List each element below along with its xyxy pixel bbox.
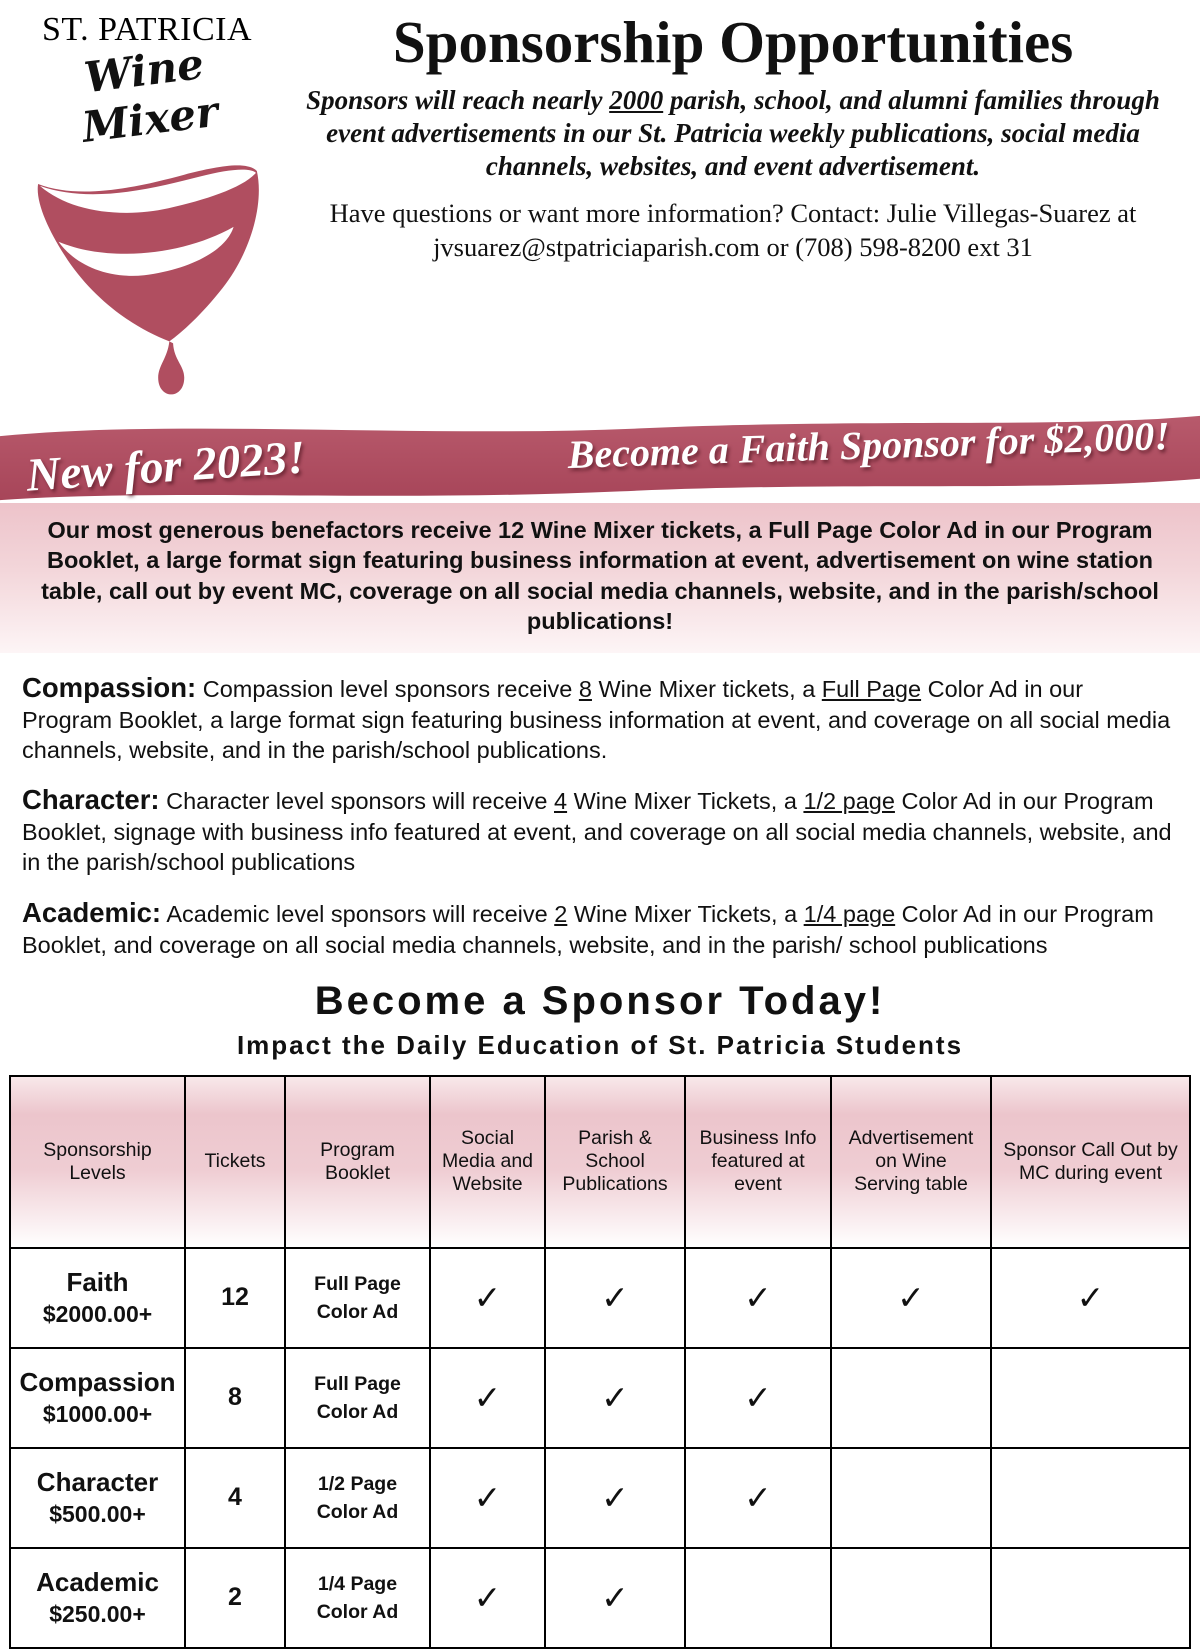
text-segment: Wine Mixer tickets, a [591,675,822,702]
logo-script-title: Wine Mixer [79,38,221,152]
check-cell [545,1448,685,1548]
wine-glass-logo [18,130,276,405]
text-segment: Character level sponsors will receive [159,788,554,815]
text-segment: Academic level sponsors will receive [161,901,555,928]
promo-banner [0,411,1200,503]
level-paragraph [22,896,1178,961]
faith-sponsor-description: Our most generous benefactors receive 12 Wine Mixer tickets, a Full Page Color Ad in our Program Booklet, a large format sign featuring business information at event, advertisement on wine station table, call out by event MC, coverage on all social media channels, website, and in the parish/school publications! [0,503,1200,653]
banner-rest-text: Become a Faith Sponsor for $2,000! [567,412,1171,477]
column-header: Program Booklet [285,1076,430,1248]
level-lead: Academic: [22,897,162,929]
check-icon: ✓ [601,1478,629,1518]
underlined-text: 2 [554,901,568,928]
contact-info: Have questions or want more information? Contact: Julie Villegas-Suarez at jvsuarez@stpatriciaparish.com or (708) 598-8200 ext 31 [329,197,1137,262]
booklet-cell [285,1548,430,1648]
check-icon: ✓ [601,1578,629,1618]
level-cell [10,1448,185,1548]
wine-glass-icon [29,130,265,400]
check-icon: ✓ [473,1578,502,1618]
level-lead: Compassion: [22,671,197,703]
table-header-row [10,1076,1190,1248]
check-cell [545,1548,685,1648]
check-icon: ✓ [601,1278,629,1318]
level-name: Academic [36,1567,159,1598]
level-cell [10,1348,185,1448]
booklet-line: Color Ad [316,1400,399,1423]
subtitle-post: parish, school, and alumni families through event advertisements in our St. Patricia weekly publications, social media channels, websites, and event advertisement. [326,84,1160,181]
empty-cell [831,1448,991,1548]
column-header: Advertisement on Wine Serving table [831,1076,991,1248]
check-cell [430,1248,545,1348]
empty-cell [991,1348,1190,1448]
column-header: Social Media and Website [430,1076,545,1248]
text-segment: Color Ad in our Program Booklet, and coverage on all social media channels, website, and in the parish/ school publications [22,901,1154,959]
check-cell [430,1348,545,1448]
subtitle [288,84,1178,183]
cta-title: Become a Sponsor Today! [314,978,886,1023]
check-cell [545,1248,685,1348]
logo-title: ST. PATRICIA [41,11,253,48]
text-segment: Compassion level sponsors receive [196,675,579,702]
table-row [10,1248,1190,1348]
check-cell [685,1448,831,1548]
empty-cell [685,1548,831,1648]
check-icon: ✓ [473,1478,502,1518]
tickets-cell: 2 [185,1548,285,1648]
level-price: $500.00+ [49,1501,146,1528]
subtitle-underlined: 2000 [609,84,664,115]
underlined-text: 8 [578,675,592,702]
underlined-text: 1/4 page [803,901,896,928]
check-cell [430,1448,545,1548]
booklet-line: Color Ad [316,1500,399,1523]
level-cell [10,1248,185,1348]
tickets-cell: 4 [185,1448,285,1548]
check-icon: ✓ [601,1378,629,1418]
empty-cell [991,1548,1190,1648]
level-lead: Character: [22,784,160,816]
text-segment: Wine Mixer Tickets, a [567,788,804,815]
column-header: Sponsorship Levels [10,1076,185,1248]
column-header: Tickets [185,1076,285,1248]
text-segment: Color Ad in our Program Booklet, signage with business info featured at event, and coverage on all social media channels, website, and in the parish/school publications [22,788,1172,876]
sponsorship-table [9,1075,1191,1649]
level-paragraph [22,671,1178,766]
booklet-line: Full Page [314,1272,401,1295]
booklet-line: Color Ad [316,1300,399,1323]
table-row [10,1448,1190,1548]
subtitle-pre: Sponsors will reach nearly [306,84,610,115]
level-name: Compassion [19,1367,176,1398]
empty-cell [831,1548,991,1648]
booklet-line: 1/2 Page [317,1472,398,1495]
table-body [10,1248,1190,1648]
level-paragraphs [0,653,1200,961]
check-icon: ✓ [744,1278,772,1318]
level-price: $2000.00+ [42,1301,153,1328]
table-row [10,1348,1190,1448]
flyer-header [0,0,1200,405]
table-row [10,1548,1190,1648]
column-header: Business Info featured at event [685,1076,831,1248]
check-cell [831,1248,991,1348]
level-price: $250.00+ [49,1601,146,1628]
text-segment: Wine Mixer Tickets, a [567,901,804,928]
check-cell [430,1548,545,1648]
check-icon: ✓ [897,1278,925,1318]
booklet-line: Color Ad [316,1600,399,1623]
check-cell [685,1248,831,1348]
check-icon: ✓ [473,1278,502,1318]
tickets-cell: 8 [185,1348,285,1448]
column-header: Parish & School Publications [545,1076,685,1248]
level-name: Faith [66,1267,129,1298]
empty-cell [991,1448,1190,1548]
underlined-text: Full Page [821,675,922,702]
booklet-line: Full Page [314,1372,401,1395]
level-name: Character [36,1467,159,1498]
level-cell [10,1548,185,1648]
check-cell [545,1348,685,1448]
cta-subtitle: Impact the Daily Education of St. Patricia Students [236,1029,964,1060]
check-cell [991,1248,1190,1348]
banner-lead-text: New for 2023! [24,431,308,502]
underlined-text: 4 [554,788,568,815]
booklet-cell [285,1448,430,1548]
header-text-block [276,9,1182,405]
column-header: Sponsor Call Out by MC during event [991,1076,1190,1248]
page-title: Sponsorship Opportunities [392,9,1074,75]
booklet-cell [285,1348,430,1448]
check-icon: ✓ [473,1378,502,1418]
check-icon: ✓ [1076,1278,1105,1318]
text-segment: Color Ad in our Program Booklet, a large format sign featuring business information at event, and coverage on all social media channels, website, and in the parish/school publications. [22,675,1171,763]
booklet-line: 1/4 Page [317,1572,398,1595]
check-icon: ✓ [744,1378,772,1418]
underlined-text: 1/2 page [803,788,895,815]
level-price: $1000.00+ [42,1401,153,1428]
logo [18,12,276,405]
level-paragraph [22,783,1178,878]
tickets-cell: 12 [185,1248,285,1348]
check-cell [685,1348,831,1448]
booklet-cell [285,1248,430,1348]
empty-cell [831,1348,991,1448]
check-icon: ✓ [744,1478,772,1518]
